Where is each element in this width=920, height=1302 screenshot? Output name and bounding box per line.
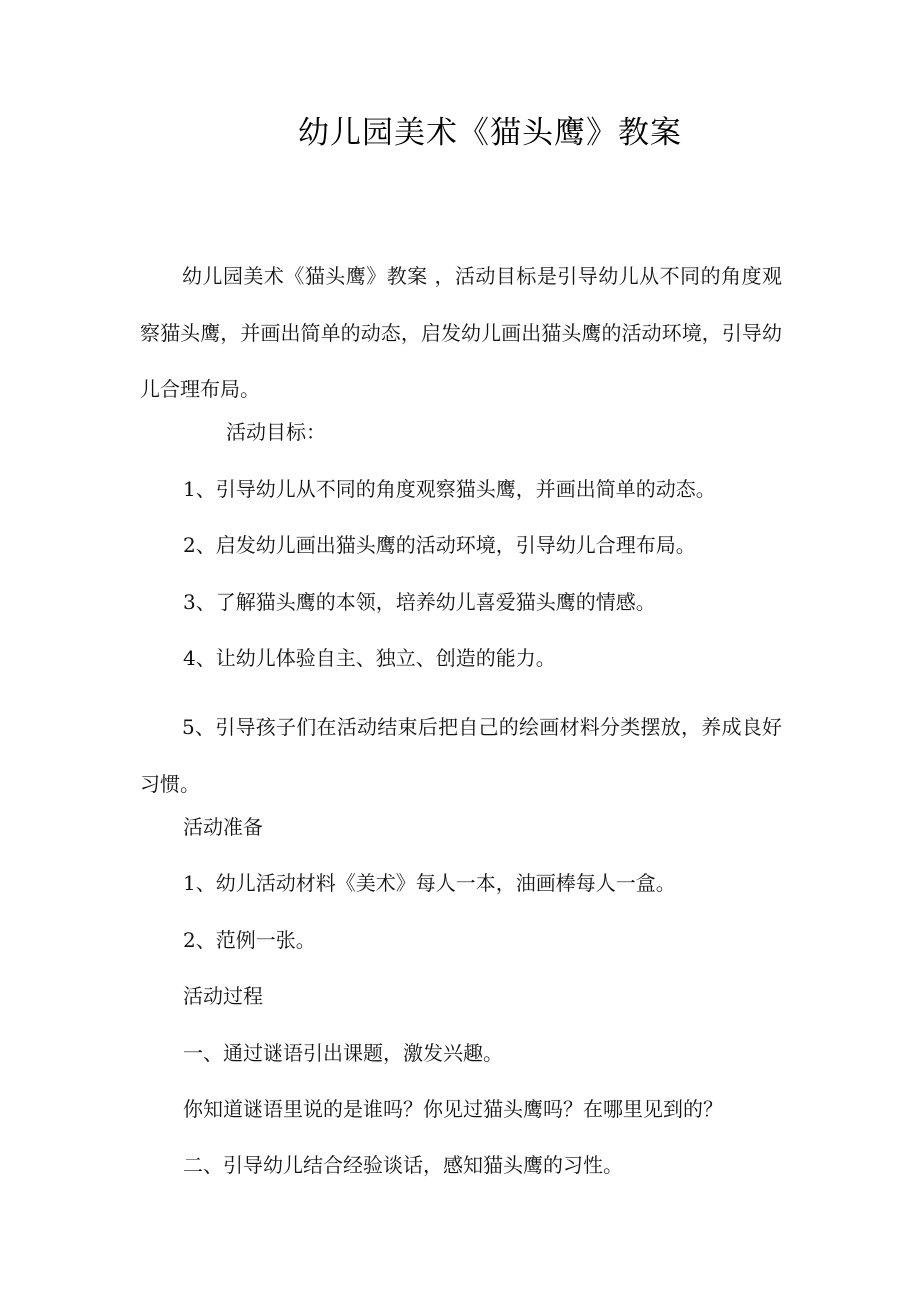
prep-item: 1、幼儿活动材料《美术》每人一本，油画棒每人一盒。 <box>183 871 676 895</box>
process-question: 你知道谜语里说的是谁吗？你见过猫头鹰吗？在哪里见到的？ <box>183 1097 723 1121</box>
goal-item: 5、引导孩子们在活动结束后把自己的绘画材料分类摆放，养成良好习惯。 <box>140 715 782 796</box>
prep-item: 2、范例一张。 <box>183 928 316 952</box>
process-step: 二、引导幼儿结合经验谈话，感知猫头鹰的习性。 <box>183 1153 623 1177</box>
goals-heading: 活动目标： <box>226 420 326 444</box>
document-title: 幼儿园美术《猫头鹰》教案 <box>298 115 682 151</box>
intro-paragraph: 幼儿园美术《猫头鹰》教案 ，活动目标是引导幼儿从不同的角度观察猫头鹰，并画出简单的动态，启发幼儿画出猫头鹰的活动环境，引导幼儿合理布局。 <box>140 264 782 401</box>
goal-item: 1、引导幼儿从不同的角度观察猫头鹰，并画出简单的动态。 <box>183 477 716 501</box>
goal-item: 3、了解猫头鹰的本领，培养幼儿喜爱猫头鹰的情感。 <box>183 590 656 614</box>
goal-item: 2、启发幼儿画出猫头鹰的活动环境，引导幼儿合理布局。 <box>183 533 696 557</box>
process-step: 一、通过谜语引出课题，激发兴趣。 <box>183 1041 503 1065</box>
process-heading: 活动过程 <box>183 984 263 1008</box>
goal-item: 4、让幼儿体验自主、独立、创造的能力。 <box>183 646 556 670</box>
prep-heading: 活动准备 <box>183 815 263 839</box>
